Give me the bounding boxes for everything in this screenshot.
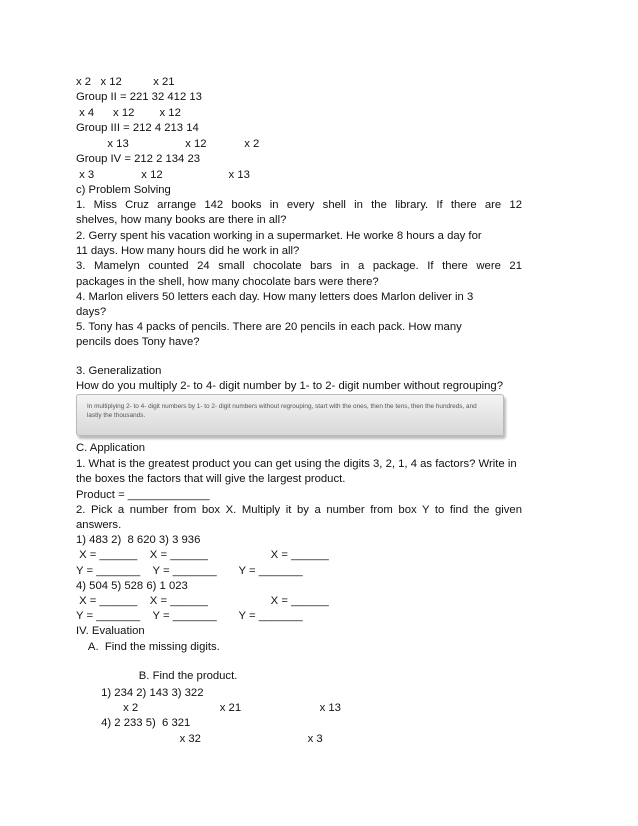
text-line: 1. What is the greatest product you can get using the digits 3, 2, 1, 4 as factors? Write in: [76, 458, 517, 470]
text-line: days?: [76, 306, 107, 318]
text-line: answers.: [76, 519, 122, 531]
text-line: packages in the shell, how many chocolate bars were there?: [76, 276, 379, 288]
section-heading: IV. Evaluation: [76, 625, 145, 637]
text-line: pencils does Tony have?: [76, 336, 200, 348]
text-line: x 4 x 12 x 12: [76, 107, 181, 119]
text-line: 3. Mamelyn counted 24 small chocolate bars in a package. If there were 21: [76, 260, 522, 272]
generalization-callout-box: [76, 394, 504, 436]
text-line: 2. Gerry spent his vacation working in a supermarket. He worke 8 hours a day for: [76, 230, 482, 242]
text-line: shelves, how many books are there in all?: [76, 214, 287, 226]
text-line: x 3 x 12 x 13: [76, 169, 250, 181]
text-line: 1) 483 2) 8 620 3) 3 936: [76, 534, 201, 546]
text-line: X = ______ X = ______ X = ______: [76, 549, 329, 561]
callout-text: In multiplying 2- to 4- digit numbers by 1- to 2- digit numbers without regrouping, start with the ones, then the tens, then the hundreds, and lastly the thousands.: [87, 403, 477, 419]
text-line: 4) 2 233 5) 6 321: [76, 717, 191, 729]
section-heading: c) Problem Solving: [76, 184, 171, 196]
text-line: Group III = 212 4 213 14: [76, 122, 199, 134]
text-line: Group II = 221 32 412 13: [76, 91, 202, 103]
text-line: the boxes the factors that will give the largest product.: [76, 473, 346, 485]
text-line: Y = _______ Y = _______ Y = _______: [76, 565, 303, 577]
text-line: Group IV = 212 2 134 23: [76, 153, 201, 165]
text-line: 4) 504 5) 528 6) 1 023: [76, 580, 188, 592]
text-line: Product = _____________: [76, 489, 210, 501]
text-line: x 13 x 12 x 2: [76, 138, 260, 150]
text-line: A. Find the missing digits.: [76, 641, 220, 653]
text-line: X = ______ X = ______ X = ______: [76, 595, 329, 607]
text-line: 4. Marlon elivers 50 letters each day. How many letters does Marlon deliver in 3: [76, 291, 474, 303]
text-line: 2. Pick a number from box X. Multiply it by a number from box Y to find the given: [76, 504, 522, 516]
text-line: 5. Tony has 4 packs of pencils. There are 20 pencils in each pack. How many: [76, 321, 462, 333]
text-line: B. Find the product.: [76, 670, 238, 682]
text-line: 1. Miss Cruz arrange 142 books in every shell in the library. If there are 12: [76, 199, 522, 211]
text-line: x 2 x 21 x 13: [76, 702, 341, 714]
text-line: 11 days. How many hours did he work in all?: [76, 245, 300, 257]
text-line: 1) 234 2) 143 3) 322: [76, 687, 204, 699]
text-line: x 32 x 3: [76, 733, 323, 745]
text-line: How do you multiply 2- to 4- digit number by 1- to 2- digit number without regrouping?: [76, 380, 503, 392]
section-heading: 3. Generalization: [76, 365, 162, 377]
section-heading: C. Application: [76, 442, 146, 454]
text-line: x 2 x 12 x 21: [76, 76, 175, 88]
text-line: Y = _______ Y = _______ Y = _______: [76, 610, 303, 622]
